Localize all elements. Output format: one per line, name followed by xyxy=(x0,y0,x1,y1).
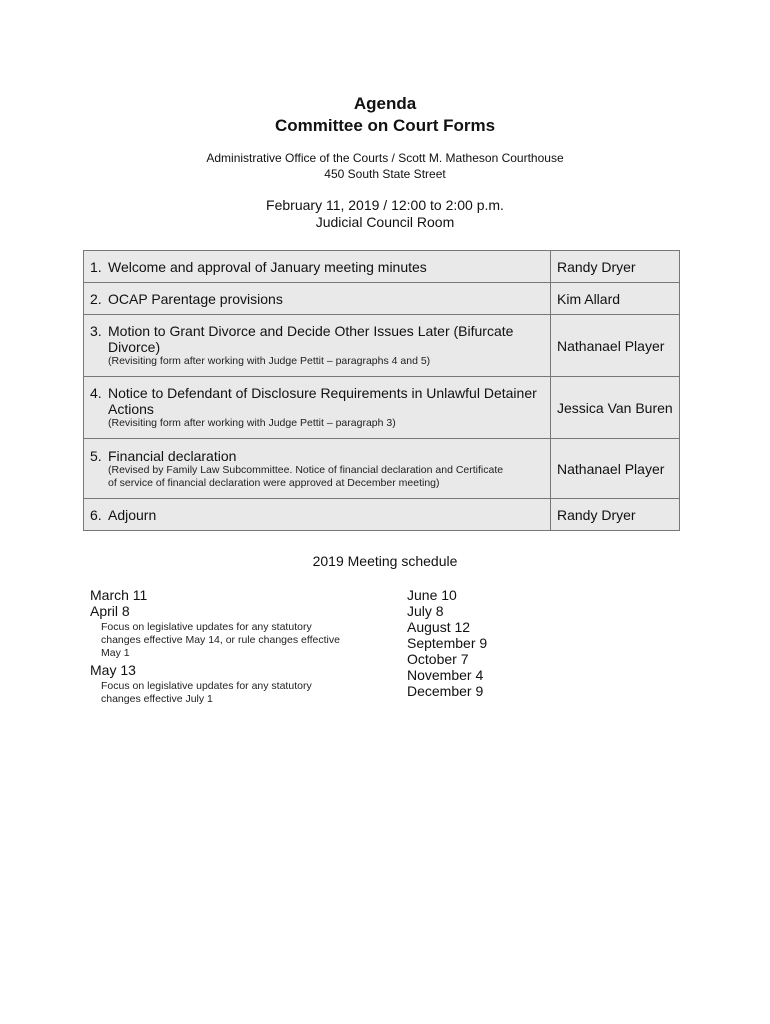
item-title: OCAP Parentage provisions xyxy=(108,290,283,307)
schedule-note xyxy=(90,621,380,660)
presenter: Kim Allard xyxy=(551,283,680,315)
item-number: 6. xyxy=(90,506,102,523)
agenda-item xyxy=(84,283,551,315)
schedule-date: August 12 xyxy=(407,619,471,635)
item-note: (Revisiting form after working with Judge Pettit – paragraph 3) xyxy=(108,417,396,429)
agenda-item xyxy=(84,377,551,439)
schedule-date: July 8 xyxy=(407,603,444,619)
item-title: Motion to Grant Divorce and Decide Other Issues Later (Bifurcate xyxy=(108,323,514,339)
schedule-note-line: May 1 xyxy=(101,647,130,659)
item-note: (Revised by Family Law Subcommittee. Notice of financial declaration and Certificate xyxy=(108,463,504,476)
presenter: Jessica Van Buren xyxy=(551,377,680,439)
meeting-info xyxy=(0,197,770,231)
agenda-row xyxy=(84,283,680,315)
agenda-row xyxy=(84,499,680,531)
item-title-continued: Divorce) xyxy=(108,339,161,355)
schedule-date: October 7 xyxy=(407,651,469,667)
presenter: Nathanael Player xyxy=(551,315,680,377)
meeting-datetime: February 11, 2019 / 12:00 to 2:00 p.m. xyxy=(266,197,504,213)
street-line: 450 South State Street xyxy=(324,167,446,181)
schedule-note-line: Focus on legislative updates for any statutory xyxy=(101,680,312,692)
schedule-note-line: changes effective July 1 xyxy=(101,693,213,705)
schedule-note-line: changes effective May 14, or rule changes effective xyxy=(101,634,340,646)
title-line-committee: Committee on Court Forms xyxy=(274,116,496,135)
item-note: (Revisiting form after working with Judge Pettit – paragraphs 4 and 5) xyxy=(108,355,431,367)
agenda-row xyxy=(84,439,680,499)
agenda-item xyxy=(84,499,551,531)
item-title: Adjourn xyxy=(108,506,157,523)
schedule-date: December 9 xyxy=(407,683,484,699)
agenda-table xyxy=(83,250,680,531)
agenda-item xyxy=(84,315,551,377)
schedule-date: March 11 xyxy=(90,587,148,603)
schedule-note xyxy=(90,680,380,706)
address-block xyxy=(0,150,770,182)
agenda-item xyxy=(84,251,551,283)
schedule-title: 2019 Meeting schedule xyxy=(312,553,458,569)
item-title-continued: Actions xyxy=(108,401,154,417)
item-title: Notice to Defendant of Disclosure Requirements in Unlawful Detainer xyxy=(108,385,537,401)
schedule-date: June 10 xyxy=(407,587,457,603)
agenda-row xyxy=(84,251,680,283)
presenter: Randy Dryer xyxy=(551,499,680,531)
schedule-date: November 4 xyxy=(407,667,484,683)
document-title xyxy=(0,93,770,137)
schedule-right-column xyxy=(407,587,607,699)
schedule-note-line: Focus on legislative updates for any statutory xyxy=(101,621,312,633)
item-number: 3. xyxy=(90,323,102,339)
item-note-continued: of service of financial declaration were approved at December meeting) xyxy=(108,476,440,489)
agenda-item xyxy=(84,439,551,499)
presenter: Randy Dryer xyxy=(551,251,680,283)
item-title: Welcome and approval of January meeting minutes xyxy=(108,258,427,275)
item-number: 1. xyxy=(90,258,102,275)
schedule-date: May 13 xyxy=(90,662,136,678)
meeting-room: Judicial Council Room xyxy=(315,214,455,230)
schedule-date: April 8 xyxy=(90,603,130,619)
schedule-date: September 9 xyxy=(407,635,488,651)
item-title: Financial declaration xyxy=(108,447,237,464)
item-number: 4. xyxy=(90,385,102,401)
presenter: Nathanael Player xyxy=(551,439,680,499)
item-number: 5. xyxy=(90,447,102,464)
item-number: 2. xyxy=(90,290,102,307)
agenda-row xyxy=(84,315,680,377)
agenda-row xyxy=(84,377,680,439)
address-line: Administrative Office of the Courts / Scott M. Matheson Courthouse xyxy=(206,151,564,165)
title-line-agenda: Agenda xyxy=(353,94,417,113)
schedule-left-column xyxy=(90,587,380,708)
